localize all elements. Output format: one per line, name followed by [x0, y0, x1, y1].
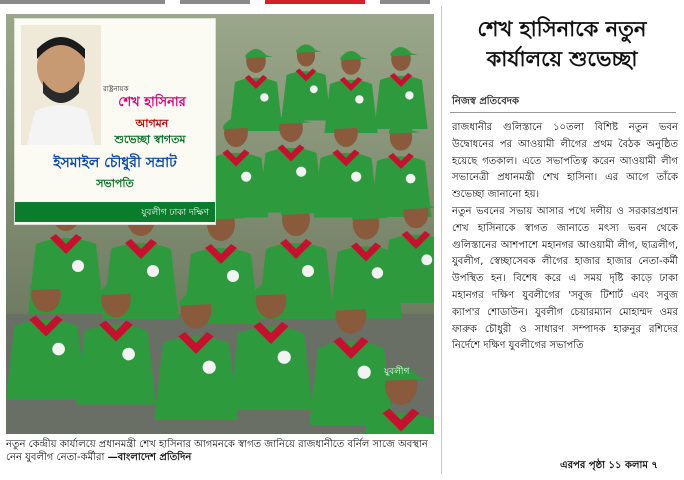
banner-pre-title: রাষ্ট্রনায়ক: [103, 85, 129, 93]
banner-welcome: শুভেচ্ছা স্বাগতম: [114, 133, 186, 146]
banner-strip-label: যুবলীগ ঢাকা দক্ষিণ: [141, 208, 209, 218]
column-divider: [441, 6, 442, 474]
banner-arrival: আগমন: [135, 117, 169, 130]
continuation-note: এরপর পৃষ্ঠা ১১ কলাম ৭: [560, 460, 658, 471]
top-bar-segment-red: [265, 0, 365, 4]
article-body: [452, 120, 678, 355]
portrait-image: [21, 25, 101, 145]
article-paragraph: রাজধানীর গুলিস্তানে ১০তলা বিশিষ্ট নতুন ভবন উদ্বোধনের পর আওয়ামী লীগের প্রথম বৈঠক অনুষ্ঠিত হয়েছে গতকাল। এতে সভাপতিত্ব করেন আওয়ামী লীগ সভানেত্রী প্রধানমন্ত্রী শেখ হাসিনা। এর আগে তাঁকে শুভেচ্ছা জানানো হয়।: [452, 122, 678, 201]
banner-post: সভাপতি: [96, 177, 134, 190]
article-paragraph: নতুন ভবনের সভায় আসার পথে দলীয় ও সরকারপ্রধান শেখ হাসিনাকে স্বাগত জানাতে মৎস্য ভবন থেকে গুলিস্তানের আশপাশে মহানগর আওয়ামী লীগ, ছাত্রলীগ, যুবলীগ, স্বেচ্ছাসেবক লীগের হাজার হাজার নেতা-কর্মী উপস্থিত হন। বিশেষ করে এ সময় দৃষ্টি কাড়ে ঢাকা মহানগর দক্ষিণ যুবলীগের 'সবুজ টিশার্ট এবং সবুজ ক্যাপ'র শোডাউন। যুবলীগ চেয়ারম্যান মোহাম্মদ ওমর ফারুক চৌধুরী ও সাধারণ সম্পাদক হারুনুর রশিদের নির্দেশে দক্ষিণ যুবলীগের সভাপতি: [452, 205, 678, 352]
article-byline: নিজস্ব প্রতিবেদক: [452, 96, 520, 107]
caption-credit: —বাংলাদেশ প্রতিদিন: [107, 452, 192, 463]
caption-text: নতুন কেন্দ্রীয় কার্যালয়ে প্রধানমন্ত্রী শেখ হাসিনার আগমনকে স্বাগত জানিয়ে রাজধানীতে বর্নিল সাজে অবস্থান নেন যুবলীগ নেতা-কর্মীরা: [6, 439, 428, 463]
top-bar-segment: [380, 0, 430, 4]
byline-divider: [450, 112, 676, 113]
cap-label: যুবলীগ: [384, 367, 410, 377]
banner-strip: [15, 202, 215, 222]
top-bar-segment: [0, 0, 165, 4]
top-bar: [0, 0, 684, 6]
news-photo: [6, 14, 434, 434]
banner-host-name: ইসমাইল চৌধুরী সম্রাট: [53, 155, 177, 171]
top-bar-segment: [180, 0, 250, 4]
welcome-banner: [14, 18, 216, 225]
banner-name: শেখ হাসিনার: [118, 95, 186, 110]
article-headline: শেখ হাসিনাকে নতুন কার্যালয়ে শুভেচ্ছা: [477, 16, 647, 71]
photo-caption: [6, 438, 434, 464]
